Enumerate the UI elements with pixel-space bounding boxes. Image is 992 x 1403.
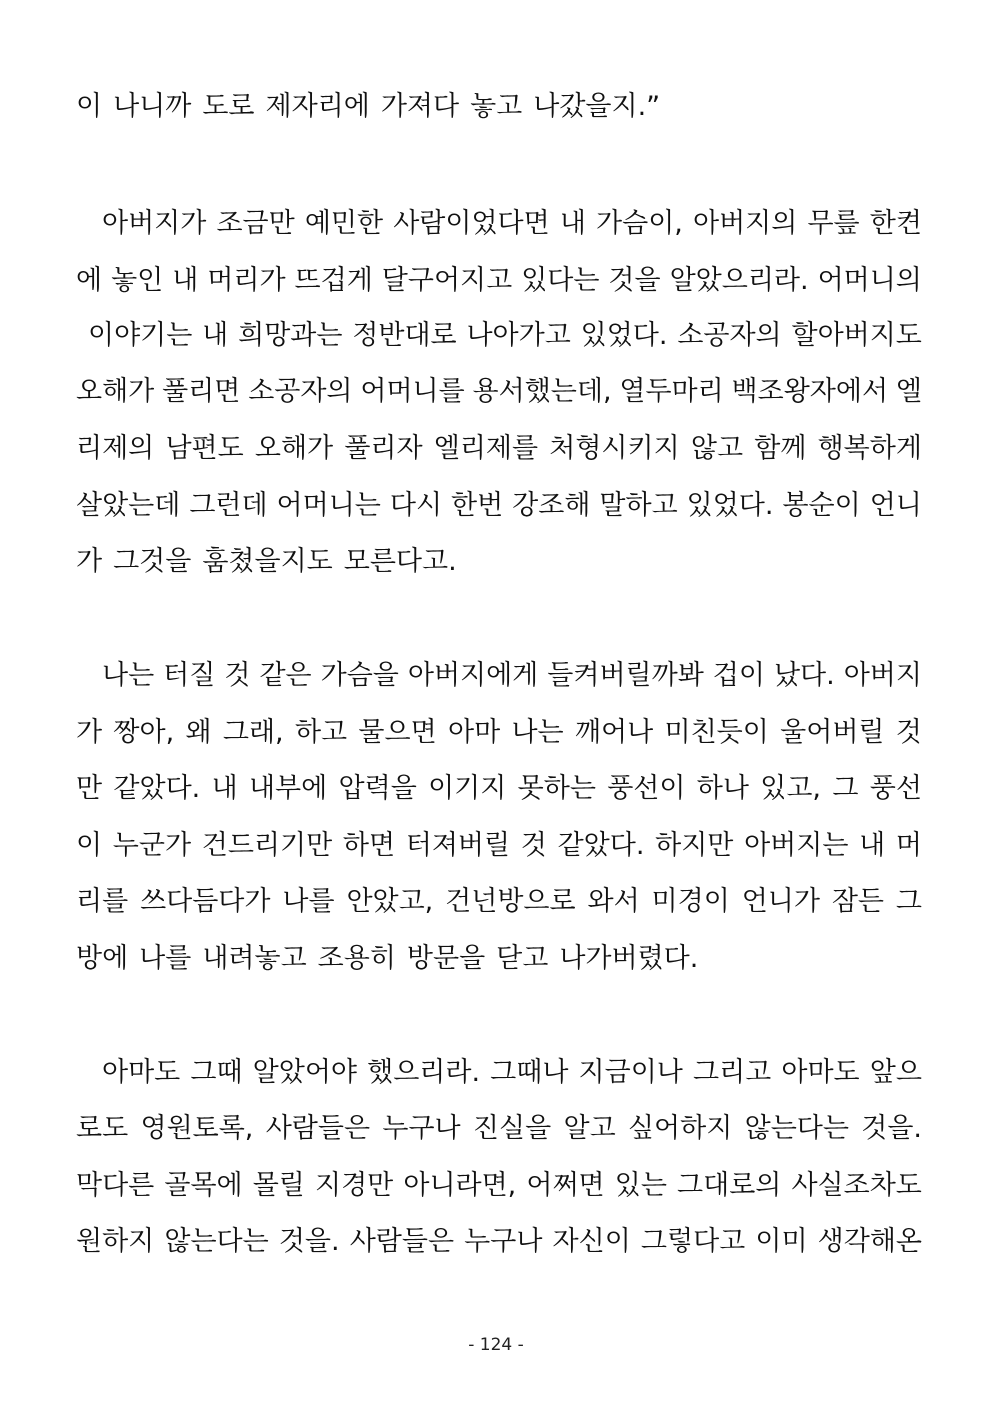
text-line: 방에 나를 내려놓고 조용히 방문을 닫고 나가버렸다. xyxy=(76,943,699,974)
text-line: 살았는데 그런데 어머니는 다시 한번 강조해 말하고 있었다. 봉순이 언니 xyxy=(76,490,922,521)
text-line: 에 놓인 내 머리가 뜨겁게 달구어지고 있다는 것을 알았으리라. 어머니의 xyxy=(76,265,922,296)
text-line: 이 누군가 건드리기만 하면 터져버릴 것 같았다. 하지만 아버지는 내 머 xyxy=(76,830,922,861)
text-line: 가 짱아, 왜 그래, 하고 물으면 아마 나는 깨어나 미친듯이 울어버릴 것 xyxy=(76,717,922,748)
text-line: 이야기는 내 희망과는 정반대로 나아가고 있었다. 소공자의 할아버지도 xyxy=(88,320,922,351)
text-line: 아마도 그때 알았어야 했으리라. 그때나 지금이나 그리고 아마도 앞으 xyxy=(102,1057,922,1088)
text-line: 나는 터질 것 같은 가슴을 아버지에게 들켜버릴까봐 겁이 났다. 아버지 xyxy=(102,660,922,691)
text-line: 리를 쓰다듬다가 나를 안았고, 건넌방으로 와서 미경이 언니가 잠든 그 xyxy=(76,886,922,917)
text-line: 만 같았다. 내 내부에 압력을 이기지 못하는 풍선이 하나 있고, 그 풍선 xyxy=(76,773,922,804)
text-line: 이 나니까 도로 제자리에 가져다 놓고 나갔을지.” xyxy=(76,91,661,122)
text-line: 아버지가 조금만 예민한 사람이었다면 내 가슴이, 아버지의 무릎 한켠 xyxy=(102,208,922,239)
text-line: 원하지 않는다는 것을. 사람들은 누구나 자신이 그렇다고 이미 생각해온 xyxy=(76,1226,922,1257)
text-line: 리제의 남편도 오해가 풀리자 엘리제를 처형시키지 않고 함께 행복하게 xyxy=(76,433,922,464)
text-line: 오해가 풀리면 소공자의 어머니를 용서했는데, 열두마리 백조왕자에서 엘 xyxy=(76,376,922,407)
text-line: 로도 영원토록, 사람들은 누구나 진실을 알고 싶어하지 않는다는 것을. xyxy=(76,1113,922,1144)
page-number: - 124 - xyxy=(468,1335,524,1355)
text-line: 막다른 골목에 몰릴 지경만 아니라면, 어쩌면 있는 그대로의 사실조차도 xyxy=(76,1170,922,1201)
text-line: 가 그것을 훔쳤을지도 모른다고. xyxy=(76,546,457,577)
